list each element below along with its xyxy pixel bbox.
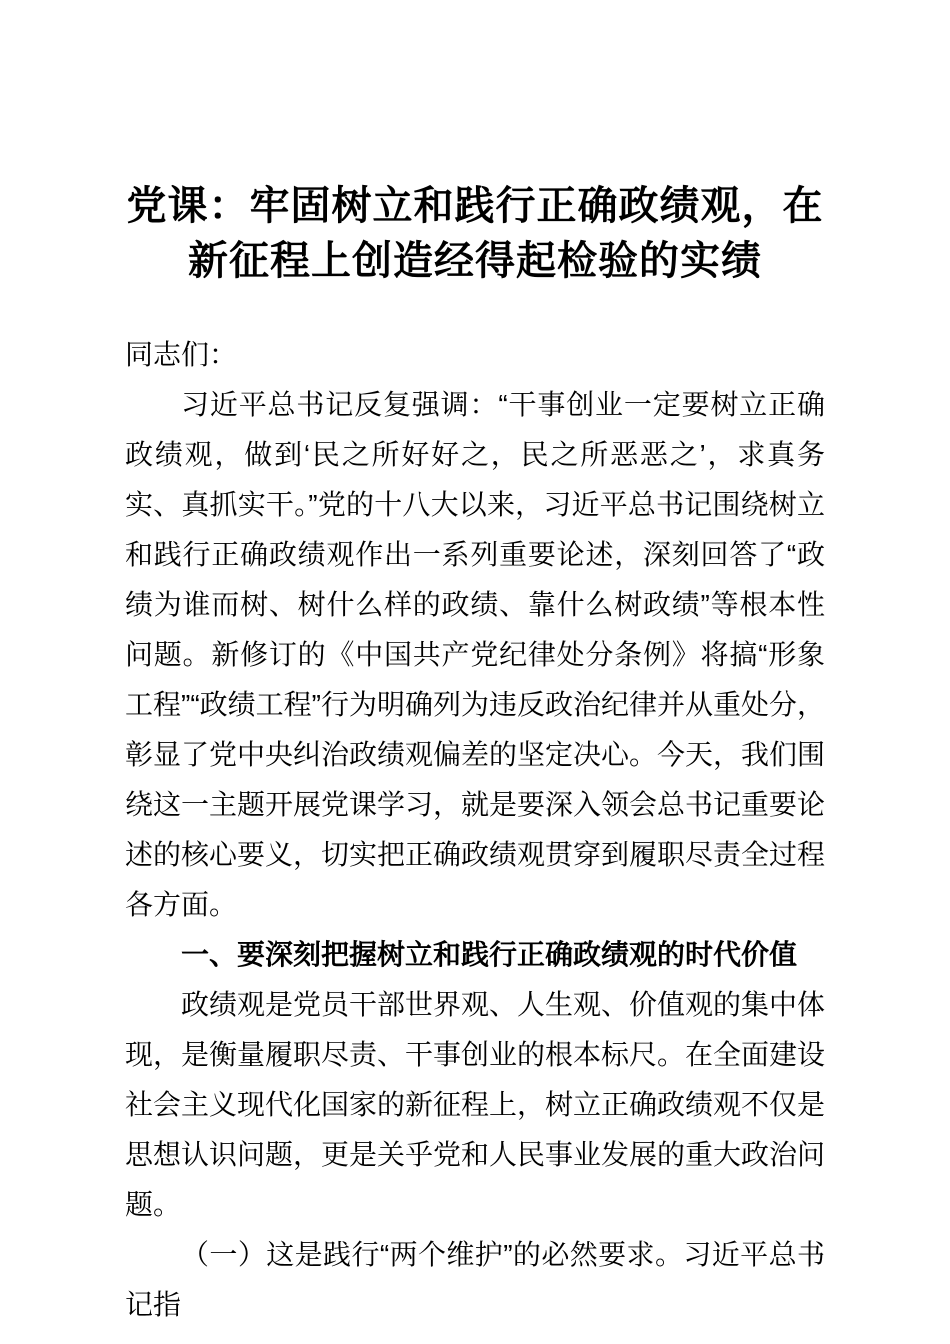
section-1-heading: 一、要深刻把握树立和践行正确政绩观的时代价值	[181, 939, 798, 970]
document-body	[125, 330, 825, 1330]
salutation: 同志们：	[125, 339, 238, 370]
section-1-paragraph: 政绩观是党员干部世界观、人生观、价值观的集中体现，是衡量履职尽责、干事创业的根本标尺。在全面建设社会主义现代化国家的新征程上，树立正确政绩观不仅是思想认识问题，更是关乎党和人民事业发展的重大政治问题。	[125, 989, 826, 1220]
intro-paragraph: 习近平总书记反复强调：“干事创业一定要树立正确政绩观，做到‘民之所好好之，民之所恶恶之’，求真务实、真抓实干。”党的十八大以来，习近平总书记围绕树立和践行正确政绩观作出一系列重要论述，深刻回答了“政绩为谁而树、树什么样的政绩、靠什么树政绩”等根本性问题。新修订的《中国共产党纪律处分条例》将搞“形象工程”“政绩工程”行为明确列为违反政治纪律并从重处分，彰显了党中央纠治政绩观偏差的坚定决心。今天，我们围绕这一主题开展党课学习，就是要深入领会总书记重要论述的核心要义，切实把正确政绩观贯穿到履职尽责全过程各方面。	[125, 389, 826, 920]
subsection-1-1-paragraph: （一）这是践行“两个维护”的必然要求。习近平总书记指	[125, 1239, 825, 1320]
document-title: 党课：牢固树立和践行正确政绩观，在新征程上创造经得起检验的实绩	[126, 183, 824, 283]
